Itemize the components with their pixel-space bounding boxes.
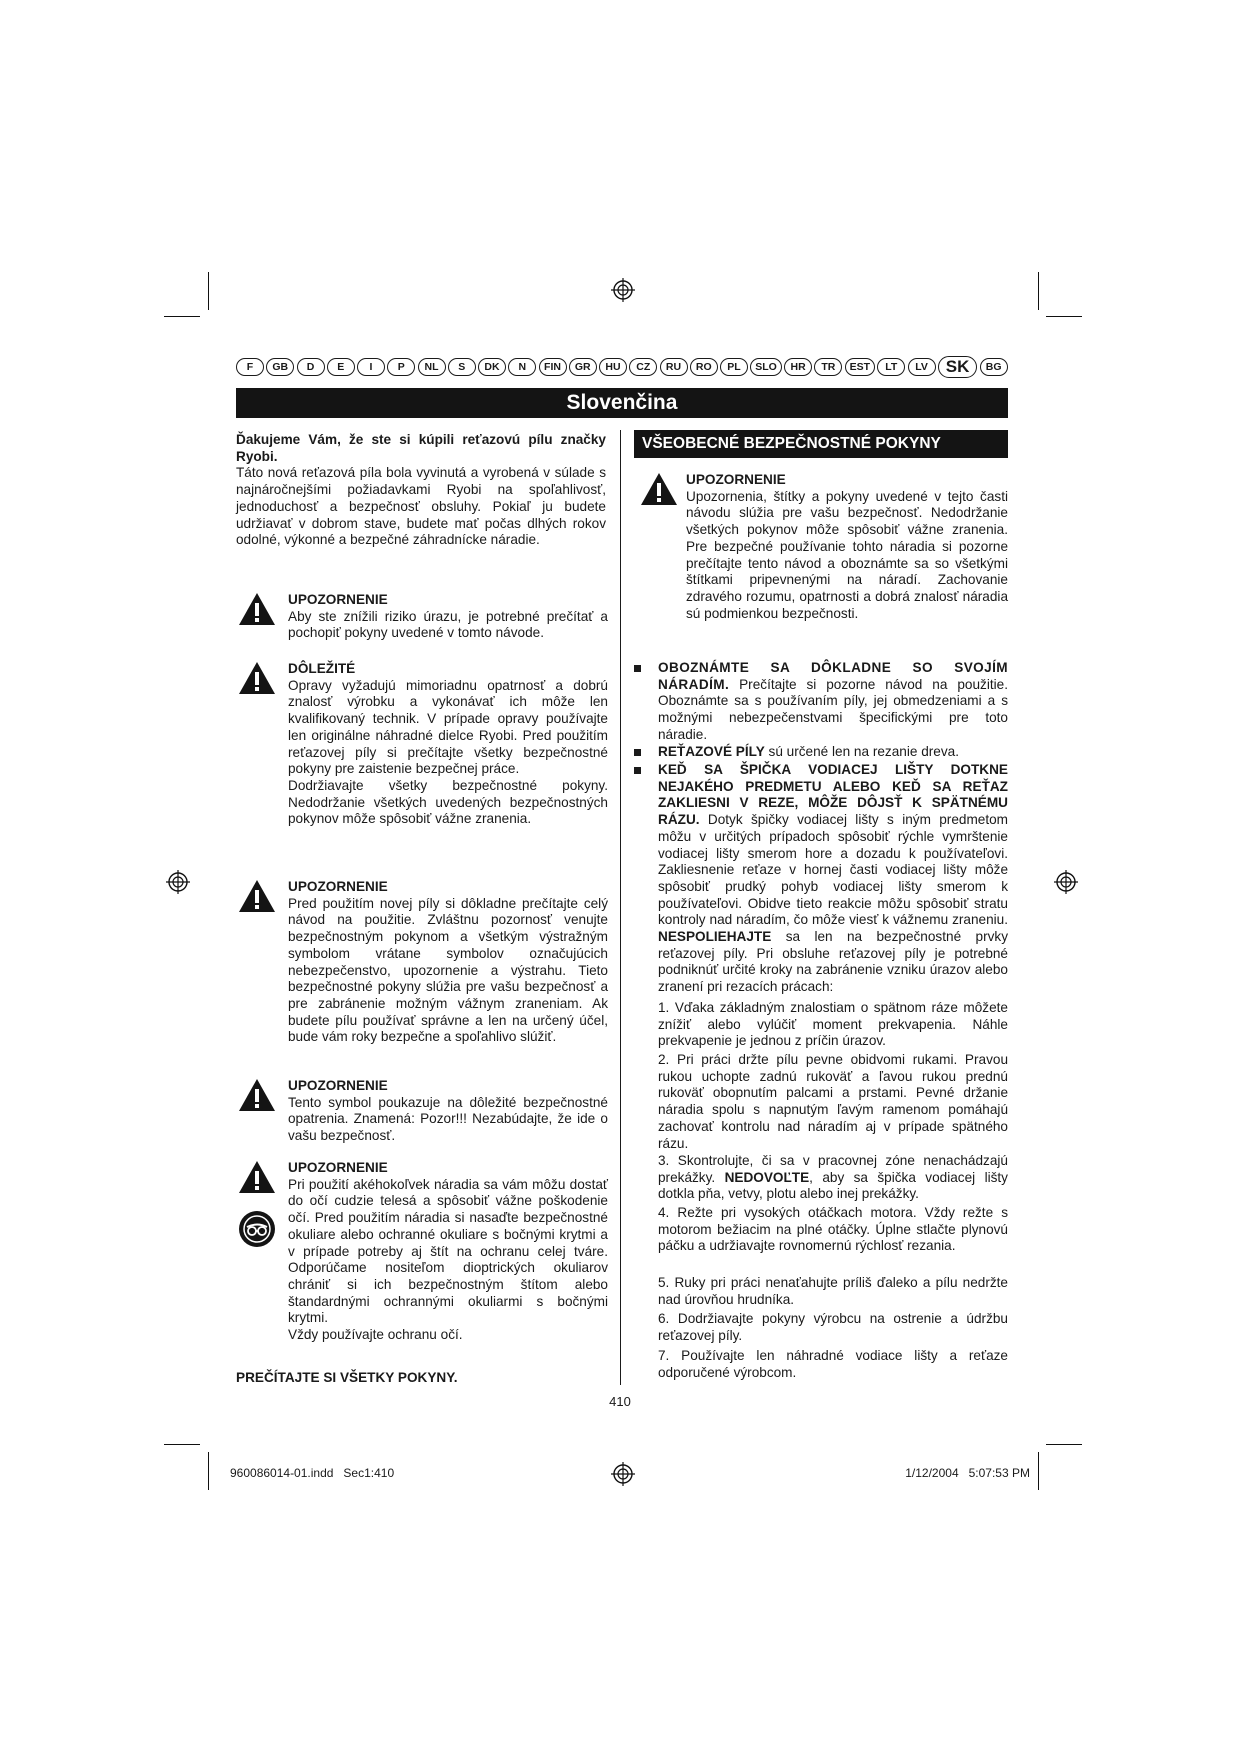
numbered-item-text: 3. Skontrolujte, či sa v pracovnej zóne nenachádzajú prekážky. [658,1153,1008,1185]
warning-text: Opravy vyžadujú mimoriadnu opatrnosť a dobrú znalosť výrobku a vykonávať ich môže len kvalifikovaný technik. V prípade opravy používajte len originálne náhradné dielce Ryobi. Pred použitím reťazovej píly si prečítajte všetky bezpečnostné pokyny pre zaistenie bezpečnej práce. [288,677,608,777]
warning-text: Aby ste znížili riziko úrazu, je potrebné prečítať a pochopiť pokyny uvedené v tomto návode. [288,608,608,641]
crop-mark [1038,272,1039,310]
warning-triangle-icon [238,661,276,695]
registration-mark-icon [611,1462,635,1486]
crop-mark [208,272,209,310]
bullet-bold: KEĎ SA ŠPIČKA VODIACEJ LIŠTY DOTKNE NEJAKÉHO PREDMETU ALEBO KEĎ SA REŤAZ ZAKLIESNI V REZE, MÔŽE DÔJSŤ K SPÄTNÉMU RÁZU. [658,762,1008,828]
bullet-text-2: sa len na bezpečnostné prvky reťazovej píly. Pri obsluhe reťazovej píly je potrebné podniknúť určité kroky na zabránenie vzniku úrazov alebo zranení pri rezacích prácach: [658,929,1008,995]
bullet-text: Dotyk špičky vodiacej lišty s iným predmetom môžu v určitých prípadoch spôsobiť rýchle vymrštenie vodiacej lišty smerom hore a dozadu k používateľovi. Zakliesnenie reťaze v hornej časti vodiacej lišty môže spôsobiť prudký pohyb vodiacej lišty smerom k používateľovi. Obidve tieto reakcie môžu spôsobiť stratu kontroly nad náradím, čo môže viesť k vážnemu zraneniu. [658,812,1008,928]
language-tab-hu: HU [599,358,627,376]
warning-text: Upozornenia, štítky a pokyny uvedené v tejto časti návodu slúžia pre vašu bezpečnosť. Nedodržanie všetkých pokynov môže spôsobiť vážne zranenia. Pre bezpečné používanie tohto náradia si pozorne prečítajte tento návod a oboznámte sa so všetkými štítkami pripevnenými na náradí. Zachovanie zdravého rozumu, opatrnosti a dobrá znalosť náradia sú podmienkou bezpečnosti. [686,488,1008,621]
numbered-item: 5. Ruky pri práci nenaťahujte príliš ďaleko a pílu nedržte nad úrovňou hrudníka. [658,1275,1008,1307]
bullet-bold-2: NESPOLIEHAJTE [658,929,772,945]
warning-heading: UPOZORNENIE [686,472,786,487]
bullet-item [634,744,1008,761]
registration-mark-icon [166,870,190,894]
footer-file: 960086014-01.indd Sec1:410 [230,1466,395,1480]
warning-triangle-icon [238,879,276,913]
registration-mark-icon [611,278,635,302]
column-divider [620,430,621,1385]
warning-triangle-icon [238,1078,276,1112]
language-tab-n: N [508,358,536,376]
eye-protection-icon [238,1210,276,1248]
numbered-item-text: , aby sa špička vodiacej lišty dotkla pňa, vetvy, plotu alebo inej prekážky. [658,1169,1008,1202]
warning-text: Pred použitím novej píly si dôkladne prečítajte celý návod na použitie. Zvláštnu pozornosť venujte bezpečnostným pokynom a všetkým výstražným symbolom vrátane symbolov označujúcich nebezpečenstvo, upozornenie a výstrahu. Tieto bezpečnostné pokyny slúžia pre vašu bezpečnosť a pre zabránenie možným vážnym zraneniam. Ak budete pílu používať správne a len na určený účel, bude vám roky bezpečne a spoľahlivo slúžiť. [288,895,608,1045]
language-tab-i: I [357,358,385,376]
language-tab-slo: SLO [750,358,782,376]
intro-text: Táto nová reťazová píla bola vyvinutá a vyrobená v súlade s najnáročnejšími požiadavkami Ryobi na spoľahlivosť, jednoduchosť a bezpečnosť obsluhy. Pokiaľ ju budete udržiavať v dobrom stave, budete mať počas dlhých rokov odolné, výkonné a bezpečné záhradnícke náradie. [236,465,606,548]
language-tab-fin: FIN [539,358,567,376]
bullet-text: sú určené len na rezanie dreva. [764,744,959,759]
language-tab-gr: GR [569,358,597,376]
numbered-item: 2. Pri práci držte pílu pevne obidvomi rukami. Pravou rukou uchopte zadnú rukoväť a ľavou rukou prednú rukoväť obopnutím palcami a prstami. Pevné držanie náradia spolu s napnutým ľavým ramenom pomáhajú zachovať kontrolu nad náradím aj v prípade spätného rázu. [658,1052,1008,1151]
closing-note: PREČÍTAJTE SI VŠETKY POKYNY. [236,1370,458,1385]
language-tab-ru: RU [660,358,688,376]
intro-heading: Ďakujeme Vám, že ste si kúpili reťazovú pílu značky Ryobi. [236,432,606,464]
language-tab-est: EST [845,358,875,376]
bullet-square [634,767,641,774]
warning-heading: UPOZORNENIE [288,1160,388,1175]
warning-triangle-icon [238,1160,276,1194]
numbered-item: 6. Dodržiavajte pokyny výrobcu na ostrenie a údržbu reťazovej píly. [658,1311,1008,1343]
language-tab-gb: GB [266,358,294,376]
numbered-item [658,1153,1008,1203]
warning-triangle-icon [238,592,276,626]
crop-mark [1046,316,1082,317]
numbered-item: 1. Vďaka základným znalostiam o spätnom ráze môžete znížiť alebo vylúčiť moment prekvapenia. Náhle prekvapenie je jednou z príčin úrazov. [658,1000,1008,1049]
language-tab-cz: CZ [629,358,657,376]
bullet-item [634,660,1008,744]
bullet-item [634,762,1008,996]
bullet-text: Prečítajte si pozorne návod na použitie. Oboznámte sa s používaním píly, jej obmedzeniami a s možnými nebezpečenstvami špecifickými pre toto náradie. [658,676,1008,742]
warning-triangle-icon [640,472,678,506]
language-tab-pl: PL [720,358,748,376]
warning-heading: UPOZORNENIE [288,592,388,607]
language-tab-tr: TR [814,358,842,376]
language-tab-nl: NL [418,358,446,376]
warning-heading: UPOZORNENIE [288,1078,388,1093]
numbered-item: 7. Používajte len náhradné vodiace lišty a reťaze odporučené výrobcom. [658,1348,1008,1380]
warning-text-2: Vždy používajte ochranu očí. [288,1327,463,1343]
crop-mark [164,1444,200,1445]
footer-timestamp: 1/12/2004 5:07:53 PM [905,1466,1030,1480]
language-tab-dk: DK [478,358,506,376]
bullet-bold: REŤAZOVÉ PÍLY [658,744,765,759]
language-tab-d: D [297,358,325,376]
warning-text-2: Dodržiavajte všetky bezpečnostné pokyny. Nedodržanie všetkých uvedených bezpečnostných pokynov môže spôsobiť vážne zranenia. [288,777,608,827]
warning-heading: UPOZORNENIE [288,879,388,894]
language-tab-hr: HR [784,358,812,376]
page-title: Slovenčina [236,388,1008,418]
language-tab-lt: LT [877,358,905,376]
language-tab-ro: RO [690,358,718,376]
language-tabs [236,356,1008,378]
language-tab-sk: SK [938,356,978,378]
language-tab-bg: BG [980,358,1008,376]
warning-text: Pri použití akéhokoľvek náradia sa vám môžu dostať do očí cudzie telesá a spôsobiť vážne poškodenie očí. Pred použitím náradia si nasaďte bezpečnostné okuliare alebo ochranné okuliare s bočnými krytmi a v prípade potreby aj štít na ochranu celej tváre. Odporúčame nositeľom dioptrických okuliarov chrániť si ich bezpečnostným štítom alebo štandardnými ochrannými okuliarmi s bočnými krytmi. [288,1176,608,1326]
page-number: 410 [609,1394,631,1409]
language-tab-e: E [327,358,355,376]
warning-heading: DÔLEŽITÉ [288,661,356,676]
bullet-bold: OBOZNÁMTE SA DÔKLADNE SO SVOJÍM NÁRADÍM. [658,660,1008,692]
language-tab-p: P [387,358,415,376]
language-tab-s: S [448,358,476,376]
crop-mark [1046,1444,1082,1445]
crop-mark [164,316,200,317]
section-title: VŠEOBECNÉ BEZPEČNOSTNÉ POKYNY [634,430,1008,458]
crop-mark [1038,1452,1039,1490]
intro [236,432,606,549]
language-tab-f: F [236,358,264,376]
numbered-item: 4. Režte pri vysokých otáčkach motora. Vždy režte s motorom bežiacim na plné otáčky. Úplne stlačte plynovú páčku a udržiavajte rovnomernú rýchlosť rezania. [658,1205,1008,1254]
crop-mark [208,1452,209,1490]
numbered-item-bold: NEDOVOĽTE [724,1169,810,1185]
warning-text: Tento symbol poukazuje na dôležité bezpečnostné opatrenia. Znamená: Pozor!!! Nezabúdajte, že ide o vašu bezpečnosť. [288,1094,608,1144]
registration-mark-icon [1054,870,1078,894]
language-tab-lv: LV [908,358,936,376]
bullet-square [634,749,641,756]
bullet-square [634,665,641,672]
